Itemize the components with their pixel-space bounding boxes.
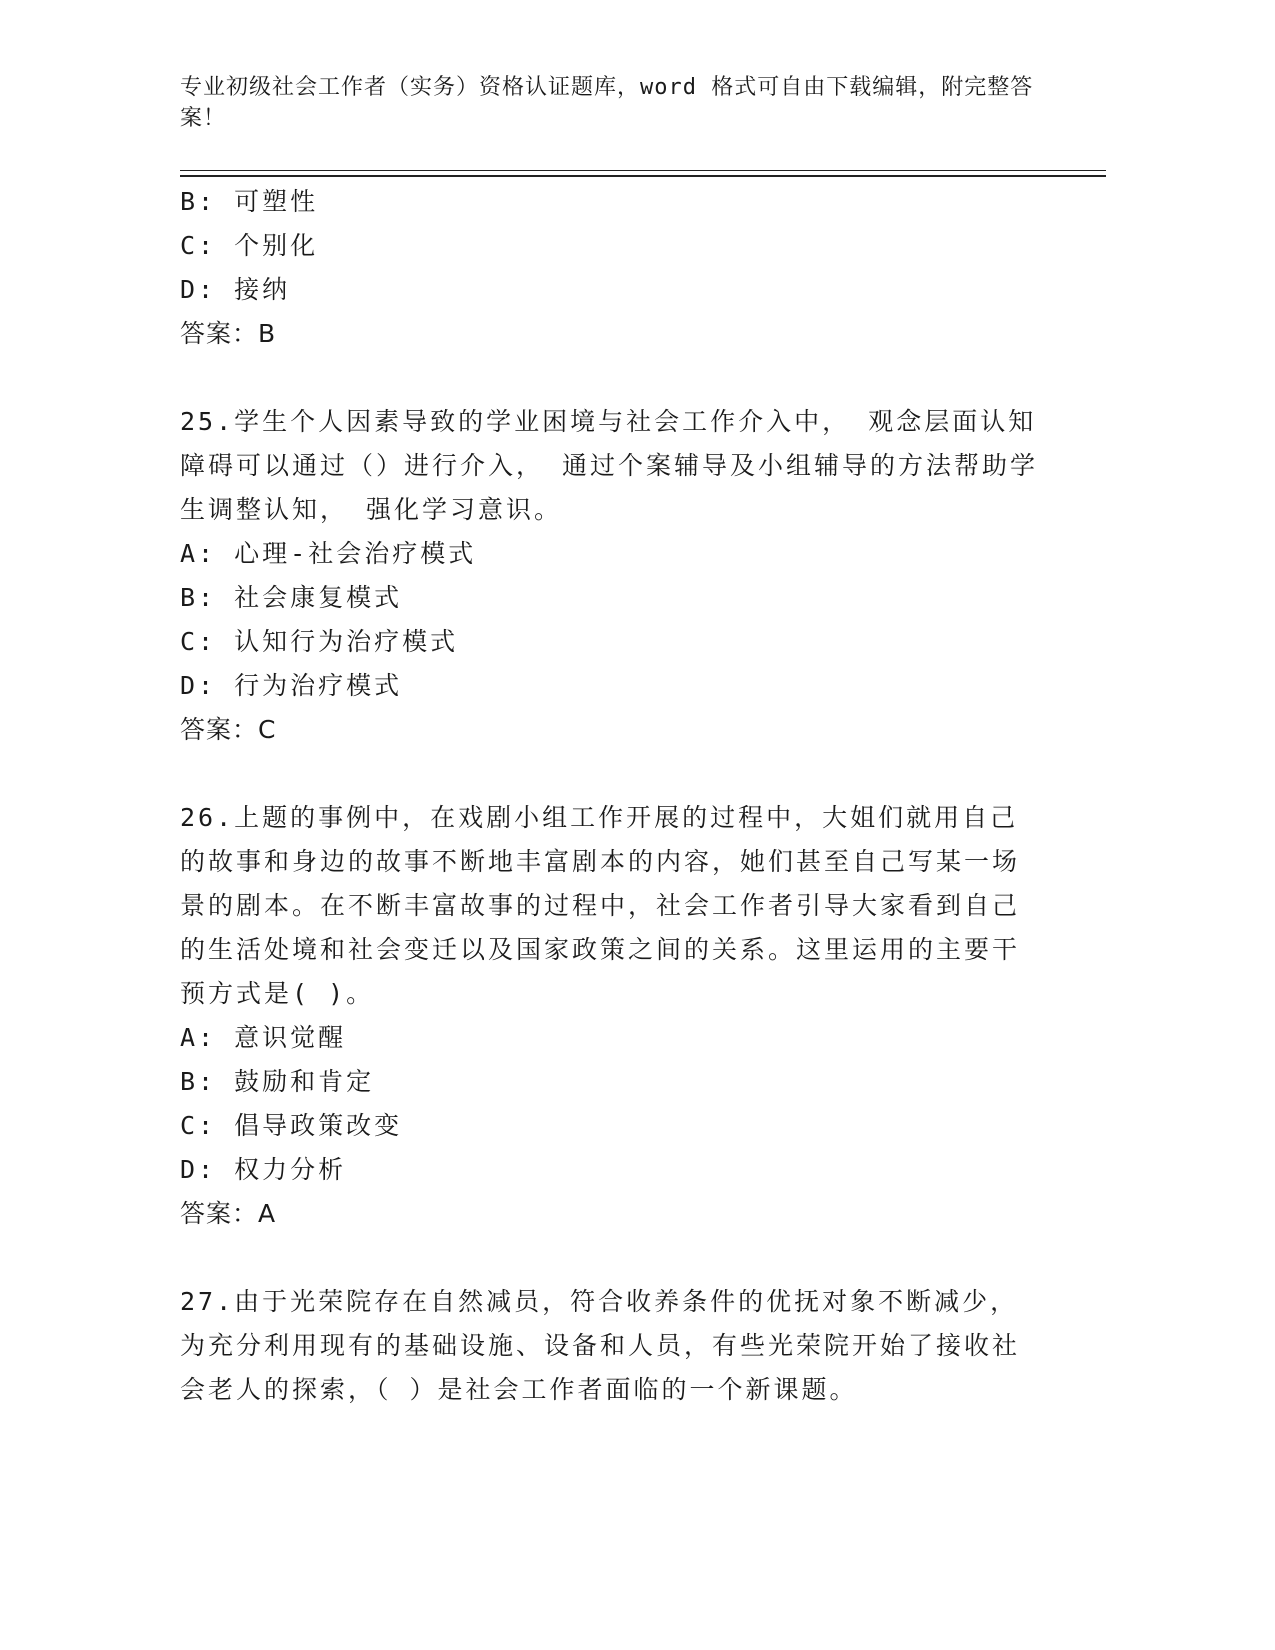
question-25 <box>180 400 1040 752</box>
option-c: C: 倡导政策改变 <box>180 1111 403 1140</box>
spacer <box>180 752 1040 796</box>
option-b: B: 社会康复模式 <box>180 583 403 612</box>
page-header: 专业初级社会工作者（实务）资格认证题库，word 格式可自由下载编辑，附完整答案！ <box>180 75 1034 131</box>
answer-line: 答案：B <box>180 319 277 348</box>
question-stem: 25.学生个人因素导致的学业困境与社会工作介入中， 观念层面认知障碍可以通过（）进行介入， 通过个案辅导及小组辅导的方法帮助学生调整认知， 强化学习意识。 <box>180 407 1039 524</box>
header-rule-thin <box>180 170 1106 171</box>
answer-line: 答案：A <box>180 1199 277 1228</box>
option-c: C: 个别化 <box>180 231 319 260</box>
spacer <box>180 1236 1040 1280</box>
option-d: D: 行为治疗模式 <box>180 671 403 700</box>
header-rule-thick <box>180 175 1106 177</box>
answer-line: 答案：C <box>180 715 277 744</box>
spacer <box>180 356 1040 400</box>
question-stem: 26.上题的事例中，在戏剧小组工作开展的过程中，大姐们就用自己的故事和身边的故事不断地丰富剧本的内容，她们甚至自己写某一场景的剧本。在不断丰富故事的过程中，社会工作者引导大家看到自己的生活处境和社会变迁以及国家政策之间的关系。这里运用的主要干预方式是( )。 <box>180 803 1021 1008</box>
question-26 <box>180 796 1040 1236</box>
prev-question <box>180 180 1040 356</box>
option-a: A: 心理-社会治疗模式 <box>180 539 477 568</box>
option-b: B: 可塑性 <box>180 187 319 216</box>
option-d: D: 权力分析 <box>180 1155 347 1184</box>
option-a: A: 意识觉醒 <box>180 1023 347 1052</box>
option-c: C: 认知行为治疗模式 <box>180 627 459 656</box>
option-d: D: 接纳 <box>180 275 291 304</box>
option-b: B: 鼓励和肯定 <box>180 1067 375 1096</box>
question-27 <box>180 1280 1040 1412</box>
question-stem: 27.由于光荣院存在自然减员，符合收养条件的优抚对象不断减少，为充分利用现有的基础设施、设备和人员，有些光荣院开始了接收社会老人的探索，（ ）是社会工作者面临的一个新课题。 <box>180 1287 1021 1404</box>
question-content <box>180 180 1040 1412</box>
